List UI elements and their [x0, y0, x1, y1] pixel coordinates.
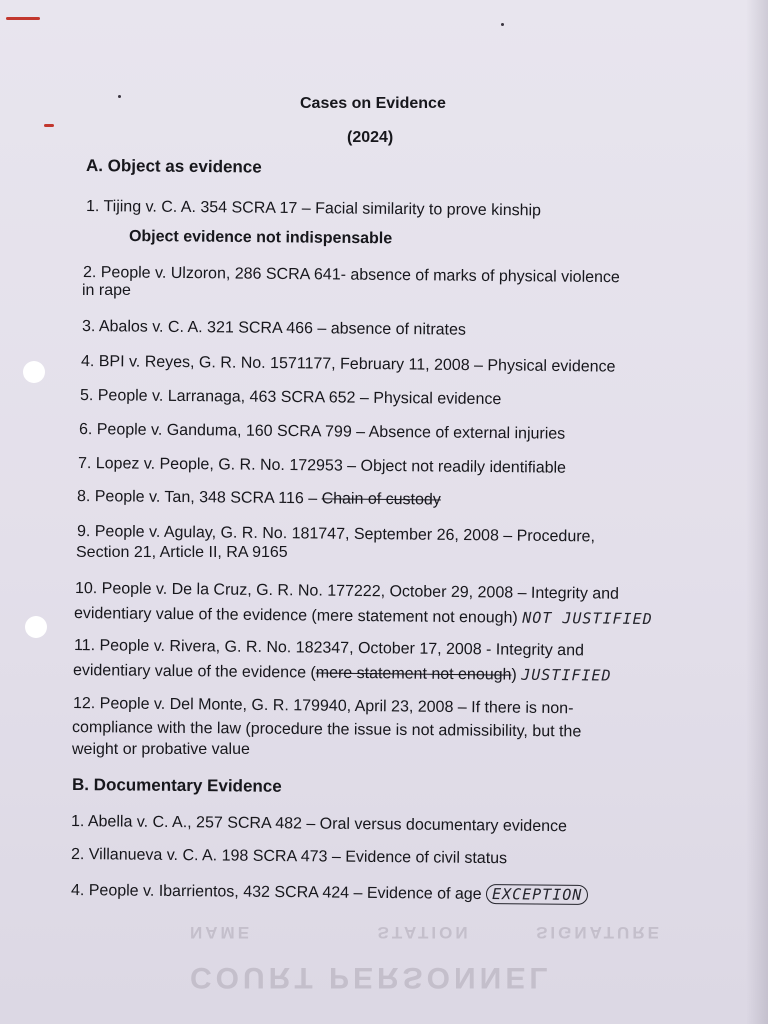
- item-number: 2.: [70, 846, 85, 864]
- list-item: [73, 694, 574, 719]
- item-text-line: People v. Rivera, G. R. No. 182347, October 17, 2008 - Integrity and: [99, 637, 585, 660]
- list-item: [78, 454, 566, 479]
- ink-speck: [118, 95, 121, 98]
- list-item: [71, 812, 567, 837]
- ink-speck: [501, 23, 504, 26]
- punch-hole-bottom: [25, 616, 47, 638]
- item-text: Villanueva v. C. A. 198 SCRA 473 – Evidence of civil status: [88, 846, 508, 868]
- closing-paren: ): [511, 666, 517, 684]
- item-number: 5.: [79, 387, 94, 405]
- item-number: 10.: [74, 580, 98, 598]
- item-number: 12.: [72, 695, 96, 713]
- item-number: 7.: [77, 455, 92, 473]
- item-text-line: People v. Del Monte, G. R. 179940, April 23, 2008 – If there is non-: [99, 695, 574, 718]
- handwritten-note-circled: EXCEPTION: [486, 884, 588, 905]
- document-year: (2024): [347, 129, 394, 146]
- list-item: [83, 263, 620, 288]
- section-heading-a: A. Object as evidence: [85, 156, 262, 177]
- list-item-continuation: Section 21, Article II, RA 9165: [76, 544, 288, 561]
- struck-out-text: mere statement not enough: [315, 664, 512, 684]
- item-number: 6.: [78, 421, 93, 439]
- item-number: 9.: [76, 523, 91, 541]
- item-text: People v. Ibarrientos, 432 SCRA 424 – Evidence of age: [88, 882, 482, 903]
- item-text: Lopez v. People, G. R. No. 172953 – Object not readily identifiable: [95, 455, 567, 477]
- showthrough-heading: COURT PERSONNEL: [190, 961, 552, 994]
- item-number: 4.: [80, 353, 95, 371]
- list-item: [74, 636, 584, 661]
- list-item-continuation: [74, 603, 653, 630]
- struck-out-text: Chain of custody: [321, 490, 441, 509]
- red-pen-mark-top: [6, 17, 40, 20]
- item-text-line: People v. Ulzoron, 286 SCRA 641- absence of marks of physical violence: [100, 264, 620, 287]
- list-item: [71, 880, 589, 906]
- list-item-continuation: compliance with the law (procedure the issue is not admissibility, but the: [71, 719, 582, 741]
- item-number: 2.: [82, 264, 97, 282]
- list-item: [81, 352, 616, 378]
- red-pen-mark-left: [44, 124, 54, 127]
- handwritten-note: NOT JUSTIFIED: [522, 608, 653, 629]
- item-text-line: People v. Agulay, G. R. No. 181747, September 26, 2008 – Procedure,: [94, 523, 596, 546]
- item-number: 8.: [76, 488, 91, 506]
- item-text: Tijing v. C. A. 354 SCRA 17 – Facial similarity to prove kinship: [103, 198, 542, 220]
- item-text: Abalos v. C. A. 321 SCRA 466 – absence of nitrates: [98, 318, 467, 339]
- item-number: 11.: [73, 637, 96, 655]
- list-item: [71, 845, 507, 869]
- subheading: Object evidence not indispensable: [128, 228, 393, 248]
- handwritten-note: JUSTIFIED: [521, 665, 612, 685]
- item-number: 3.: [81, 318, 96, 336]
- page-edge-shadow: [746, 0, 768, 1024]
- item-text-line: People v. De la Cruz, G. R. No. 177222, October 29, 2008 – Integrity and: [101, 580, 620, 603]
- list-item-continuation: in rape: [82, 282, 131, 299]
- showthrough-label: STATION: [377, 923, 471, 942]
- item-text: People v. Larranaga, 463 SCRA 652 – Physical evidence: [97, 387, 502, 409]
- list-item: [75, 579, 619, 605]
- section-heading-b: B. Documentary Evidence: [71, 775, 282, 796]
- showthrough-labels: [190, 922, 662, 942]
- document-title: Cases on Evidence: [300, 95, 446, 112]
- item-text-line: evidentiary value of the evidence (mere statement not enough): [73, 605, 518, 627]
- item-number: 1.: [70, 813, 85, 831]
- list-item-continuation: [73, 660, 612, 687]
- list-item: [86, 197, 541, 221]
- item-text-line: evidentiary value of the evidence (: [72, 662, 316, 682]
- item-text: Abella v. C. A., 257 SCRA 482 – Oral versus documentary evidence: [87, 813, 568, 836]
- showthrough-label: SIGNATURE: [536, 923, 662, 942]
- item-number: 1.: [85, 198, 100, 216]
- showthrough-label: NAME: [190, 923, 253, 942]
- list-item: [77, 487, 441, 510]
- list-item-continuation: weight or probative value: [72, 741, 250, 758]
- item-text: People v. Ganduma, 160 SCRA 799 – Absence of external injuries: [96, 421, 566, 443]
- item-text: People v. Tan, 348 SCRA 116 –: [94, 488, 318, 508]
- list-item: [79, 420, 565, 445]
- item-text: BPI v. Reyes, G. R. No. 1571177, February 11, 2008 – Physical evidence: [98, 353, 616, 376]
- list-item: [82, 317, 466, 341]
- item-number: 4.: [70, 882, 85, 900]
- punch-hole-top: [23, 361, 45, 383]
- list-item: [80, 386, 501, 410]
